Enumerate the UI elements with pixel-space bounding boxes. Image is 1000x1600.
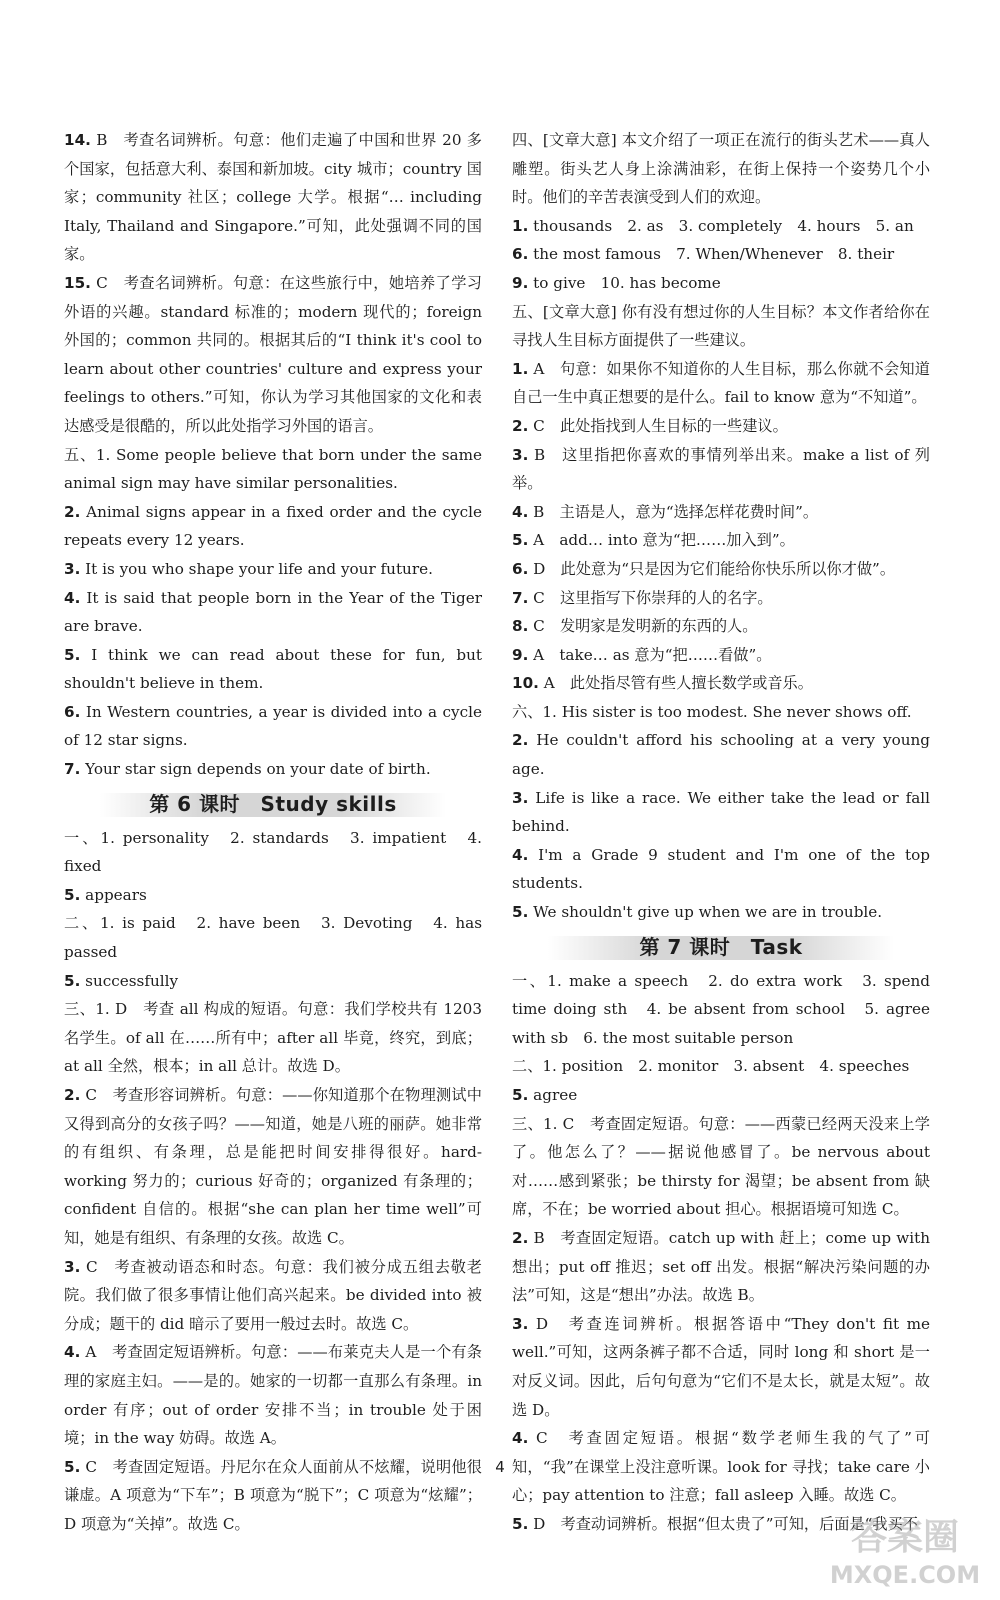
answer-item [512,841,930,898]
answer-item [512,1310,930,1424]
heading-text: 第 6 课时 Study skills [149,792,397,817]
answer-item [64,555,482,584]
item-text: B 考查名词辨析。句意：他们走遍了中国和世界 20 多个国家，包括意大利、泰国和新加坡。city 城市；country 国家；community 社区；college 大学。根据“… including Italy, Thailand and Singapore.”可知，此处强调不同的国家。 [64,131,482,264]
item-number: 2. [512,416,529,435]
answer-item [64,126,482,269]
item-text: B 这里指把你喜欢的事情列举出来。make a list of 列举。 [512,445,930,493]
item-text: C 考查名词辨析。句意：在这些旅行中，她培养了学习外语的兴趣。standard 标准的；modern 现代的；foreign 外国的；common 共同的。根据其后的“I think it's cool to learn about other countries' culture and express your feelings to others.”可知，你认为学习其他国家的文化和表达感受是很酷的，所以此处指学习外国的语言。 [64,273,482,435]
answer-item [512,1081,930,1110]
answer-item [64,498,482,555]
item-text: 二、1. is paid 2. have been 3. Devoting 4. has passed [64,914,482,962]
item-text: It is you who shape your life and your future. [80,559,433,578]
item-text: I think we can read about these for fun, but shouldn't believe in them. [64,645,482,693]
item-number: 5. [512,1514,529,1533]
item-text: C 考查形容词辨析。句意：——你知道那个在物理测试中又得到高分的女孩子吗？——知道，她是八班的丽萨。她非常的有组织、有条理，总是能把时间安排得很好。hard-working 努力的；curious 好奇的；organized 有条理的；confident 自信的。根据“she can plan her time well”可知，她是有组织、有条理的女孩。故选 C。 [64,1086,482,1247]
answer-item [512,298,930,355]
item-text: thousands 2. as 3. completely 4. hours 5. an [528,216,914,235]
item-text: 三、1. D 考查 all 构成的短语。句意：我们学校共有 1203 名学生。of all 在……所有中；after all 毕竟，终究，到底；at all 全然，根本；in all 总计。故选 D。 [64,1000,482,1076]
answer-item [64,967,482,996]
answer-item [512,1224,930,1310]
answer-item [512,784,930,841]
item-number: 1. [512,359,529,378]
answer-item [512,441,930,498]
item-text: A 此处指尽管有些人擅长数学或音乐。 [538,674,813,693]
item-text: C 发明家是发明新的东西的人。 [528,617,758,636]
answer-item [64,269,482,441]
item-number: 3. [512,445,529,464]
answer-item [64,1338,482,1452]
section-heading-lesson-7 [512,933,930,963]
answer-item [512,355,930,412]
watermark-logo [820,1505,990,1593]
item-text: A 句意：如果你不知道你的人生目标，那么你就不会知道自己一生中真正想要的是什么。fail to know 意为“不知道”。 [512,359,930,407]
right-column [512,126,930,1539]
item-text: In Western countries, a year is divided into a cycle of 12 star signs. [64,702,482,750]
item-text: B 主语是人，意为“选择怎样花费时间”。 [528,502,819,521]
item-text: C 考查固定短语。根据“数学老师生我的气了”可知，“我”在课堂上没注意听课。look for 寻找；take care 小心；pay attention to 注意；fall asleep 入睡。故选 C。 [512,1429,930,1505]
item-number: 9. [512,645,529,664]
watermark-text-cn: 答案圈 [850,1517,960,1558]
item-number: 6. [512,245,529,264]
item-number: 1. [512,216,529,235]
item-number: 4. [512,502,529,521]
item-text: 五、1. Some people believe that born under the same animal sign may have similar personalities. [64,445,482,493]
item-number: 14. [64,131,91,149]
answer-item [64,824,482,881]
item-text: A 考查固定短语辨析。句意：——布莱克夫人是一个有条理的家庭主妇。——是的。她家的一切都一直那么有条理。in order 有序；out of order 安排不当；in trouble 处于困境；in the way 妨碍。故选 A。 [64,1343,482,1448]
item-text: successfully [80,971,179,990]
item-number: 3. [512,788,529,807]
item-number: 5. [64,971,81,990]
answer-item [512,412,930,441]
item-number: 2. [512,731,529,750]
answer-item [512,898,930,927]
item-text: 四、[文章大意] 本文介绍了一项正在流行的街头艺术——真人雕塑。街头艺人身上涂满油彩，在街上保持一个姿势几个小时。他们的辛苦表演受到人们的欢迎。 [512,131,930,207]
answer-item [64,1253,482,1339]
answer-item [512,641,930,670]
item-text: the most famous 7. When/Whenever 8. their [528,245,895,264]
answer-item [64,755,482,784]
item-text: 六、1. His sister is too modest. She never shows off. [512,702,912,721]
item-number: 5. [512,903,529,922]
item-text: 一、1. personality 2. standards 3. impatient 4. fixed [64,828,482,876]
answer-item [512,726,930,783]
answer-item [64,995,482,1081]
answer-item [512,498,930,527]
item-number: 4. [512,1429,529,1448]
item-text: 五、[文章大意] 你有没有想过你的人生目标？本文作者给你在寻找人生目标方面提供了一些建议。 [512,302,930,350]
item-text: A take… as 意为“把……看做”。 [528,645,772,664]
item-text: Animal signs appear in a fixed order and the cycle repeats every 12 years. [64,502,482,550]
item-text: We shouldn't give up when we are in trouble. [528,903,883,922]
answer-item [64,641,482,698]
section-heading-lesson-6 [64,790,482,820]
item-number: 4. [64,1343,81,1362]
item-number: 7. [64,760,81,779]
item-text: agree [528,1086,578,1104]
item-text: A add… into 意为“把……加入到”。 [528,531,795,550]
item-text: appears [80,885,147,904]
item-number: 8. [512,617,529,636]
left-top-items [64,126,482,784]
left-column [64,126,482,1539]
item-text: 二、1. position 2. monitor 3. absent 4. speeches [512,1057,910,1076]
answer-item [64,909,482,966]
answer-item [512,1052,930,1081]
answer-item [64,441,482,498]
item-text: I'm a Grade 9 student and I'm one of the top students. [512,845,930,893]
item-number: 7. [512,588,529,607]
answer-item [512,967,930,1053]
item-number: 5. [64,885,81,904]
answer-item [512,555,930,584]
item-text: 一、1. make a speech 2. do extra work 3. spend time doing sth 4. be absent from school 5. agree with sb 6. the most suitable person [512,971,930,1047]
item-text: He couldn't afford his schooling at a very young age. [512,731,930,779]
item-number: 4. [64,588,81,607]
item-number: 6. [512,559,529,578]
answer-item [512,698,930,727]
item-text: C 考查固定短语。丹尼尔在众人面前从不炫耀，说明他很谦虚。A 项意为“下车”；B 项意为“脱下”；C 项意为“炫耀”；D 项意为“关掉”。故选 C。 [64,1457,482,1533]
item-text: D 考查动词辨析。根据“但太贵了”可知，后面是“我买不 [528,1514,918,1533]
item-text: C 此处指找到人生目标的一些建议。 [528,416,788,435]
answer-item [512,1110,930,1224]
item-number: 10. [512,674,539,693]
item-number: 9. [512,273,529,292]
item-text: C 考查被动语态和时态。句意：我们被分成五组去敬老院。我们做了很多事情让他们高兴起来。be divided into 被分成；题干的 did 暗示了要用一般过去时。故选 C。 [64,1257,482,1333]
heading-text: 第 7 课时 Task [639,935,803,960]
answer-item [512,212,930,241]
answer-item [512,669,930,698]
item-text: D 考查连词辨析。根据答语中“They don't fit me well.”可知，这两条裤子都不合适，同时 long 和 short 是一对反义词。因此，后句句意为“它们不是太长，就是太短”。故选 D。 [512,1314,930,1419]
item-text: B 考查固定短语。catch up with 赶上；come up with 想出；put off 推迟；set off 出发。根据“解决污染问题的办法”可知，这是“想出”办法。故选 B。 [512,1228,930,1305]
item-text: C 这里指写下你崇拜的人的名字。 [528,588,773,607]
item-text: Life is like a race. We either take the lead or fall behind. [512,788,930,836]
item-number: 2. [512,1228,529,1247]
item-number: 5. [64,1457,81,1476]
item-number: 2. [64,502,81,521]
answer-item [64,584,482,641]
item-number: 3. [64,1257,81,1276]
item-number: 5. [64,645,81,664]
item-text: It is said that people born in the Year of the Tiger are brave. [64,588,482,636]
answer-item [512,584,930,613]
answer-item [512,240,930,269]
answer-item [512,526,930,555]
answer-item [64,1081,482,1253]
left-bottom-items [64,824,482,1539]
answer-item [512,612,930,641]
item-number: 6. [64,702,81,721]
answer-item [512,126,930,212]
answer-item [64,698,482,755]
item-text: to give 10. has become [528,273,721,292]
item-text: Your star sign depends on your date of birth. [80,760,431,779]
item-number: 2. [64,1086,81,1104]
answer-item [64,881,482,910]
right-top-items [512,126,930,927]
item-number: 3. [512,1314,529,1333]
item-text: D 此处意为“只是因为它们能给你快乐所以你才做”。 [528,559,896,578]
answer-item [512,269,930,298]
page-number: 4 [495,1458,505,1476]
right-bottom-items [512,967,930,1539]
item-number: 5. [512,531,529,550]
item-number: 4. [512,845,529,864]
item-number: 3. [64,559,81,578]
item-text: 三、1. C 考查固定短语。句意：——西蒙已经两天没来上学了。他怎么了？——据说他感冒了。be nervous about 对……感到紧张；be thirsty for 渴望；be absent from 缺席，不在；be worried about 担心。根据语境可知选 C。 [512,1114,930,1219]
watermark-text-url: MXQE.COM [829,1561,981,1589]
item-number: 5. [512,1086,529,1104]
item-number: 15. [64,273,91,292]
